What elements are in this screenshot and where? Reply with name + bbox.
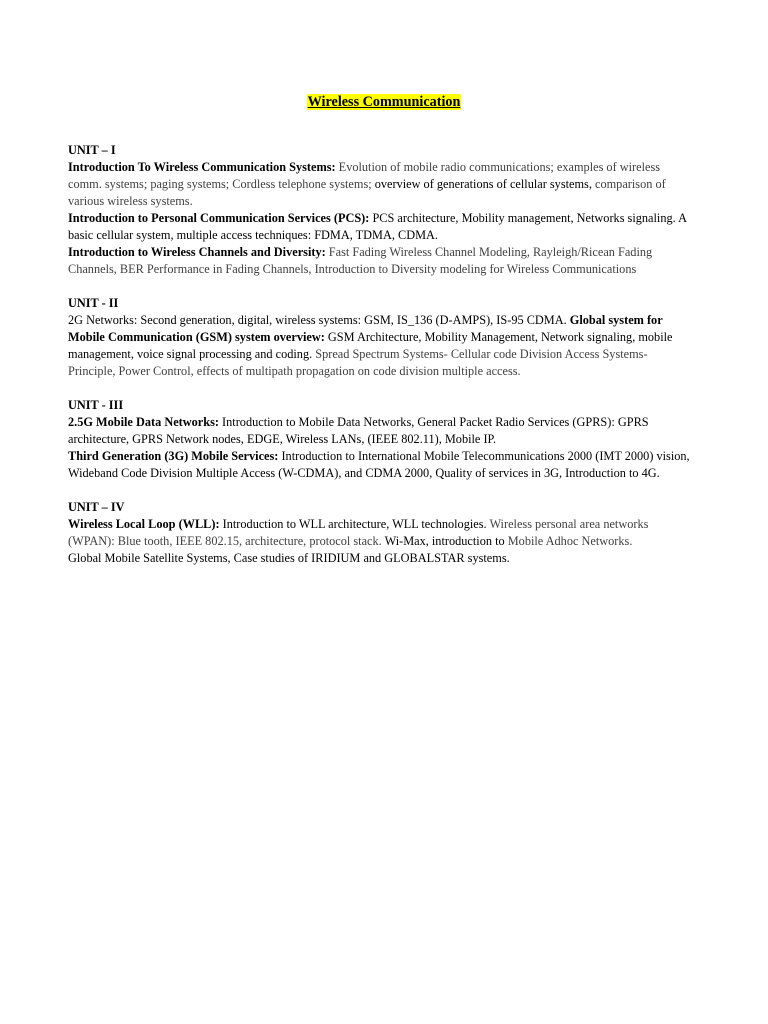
topic-heading: 2.5G Mobile Data Networks: — [68, 415, 219, 429]
unit-3-paragraph-2 — [68, 448, 694, 482]
topic-heading: Third Generation (3G) Mobile Services: — [68, 449, 279, 463]
topic-text: Global Mobile Satellite Systems, Case studies of IRIDIUM and GLOBALSTAR systems. — [68, 551, 510, 565]
syllabus-content — [68, 142, 694, 584]
unit-1-paragraph-2 — [68, 210, 694, 244]
topic-heading: Global system for Mobile Communication (GSM) system overview: — [68, 313, 663, 344]
topic-heading: Wireless Local Loop (WLL): — [68, 517, 220, 531]
unit-4-heading: UNIT – IV — [68, 500, 125, 514]
topic-text: Wi-Max, introduction to — [384, 534, 505, 548]
unit-2-heading: UNIT - II — [68, 296, 119, 310]
topic-text: Evolution of mobile radio communications; examples of wireless comm. systems; paging systems; Cordless telephone systems; — [68, 160, 661, 191]
topic-text: Spread Spectrum Systems- Cellular code Division Access Systems-Principle, Power Control, effects of multipath propagation on code division multiple access. — [68, 347, 648, 378]
unit-4-paragraph-2 — [68, 550, 694, 567]
topic-text: Introduction to WLL architecture, WLL technologies. — [219, 517, 487, 531]
unit-3-section — [68, 397, 694, 482]
topic-text: Mobile Adhoc Networks. — [504, 534, 633, 548]
topic-heading: Introduction to Wireless Channels and Diversity: — [68, 245, 326, 259]
unit-1-heading: UNIT – I — [68, 143, 116, 157]
topic-text: overview of generations of cellular systems, — [374, 177, 592, 191]
topic-text: 2G Networks: Second generation, digital, wireless systems: GSM, IS_136 (D-AMPS), IS-95 CDMA. — [68, 313, 570, 327]
topic-text: comparison of various wireless systems. — [68, 177, 666, 208]
document-title-text: Wireless Communication — [307, 94, 461, 110]
topic-text: Wireless personal area networks (WPAN): Blue tooth, IEEE 802.15, architecture, protocol stack. — [68, 517, 649, 548]
unit-1-paragraph-1 — [68, 159, 694, 210]
unit-2-section — [68, 295, 694, 380]
document-title — [0, 93, 768, 112]
unit-1-section — [68, 142, 694, 278]
unit-1-paragraph-3 — [68, 244, 694, 278]
unit-3-paragraph-1 — [68, 414, 694, 448]
unit-3-heading: UNIT - III — [68, 398, 124, 412]
topic-heading: Introduction to Personal Communication Services (PCS): — [68, 211, 370, 225]
topic-heading: Introduction To Wireless Communication Systems: — [68, 160, 336, 174]
topic-text: Introduction to International Mobile Telecommunications 2000 (IMT 2000) vision, Wideband Code Division Multiple Access (W-CDMA), and CDMA 2000, Quality of services in 3G, Introduction to 4G. — [68, 449, 690, 480]
topic-text: Introduction to Mobile Data Networks, General Packet Radio Services (GPRS): GPRS architecture, GPRS Network nodes, EDGE, Wireless LANs, (IEEE 802.11), Mobile IP. — [68, 415, 649, 446]
topic-text: GSM Architecture, Mobility Management, Network signaling, mobile management, voice signal processing and coding. — [68, 330, 673, 361]
unit-4-section — [68, 499, 694, 567]
unit-2-paragraph-1 — [68, 312, 694, 380]
topic-text: PCS architecture, Mobility management, Networks signaling. A basic cellular system, multiple access techniques: FDMA, TDMA, CDMA. — [68, 211, 687, 242]
topic-text: Fast Fading Wireless Channel Modeling, Rayleigh/Ricean Fading Channels, BER Performance in Fading Channels, Introduction to Diversity modeling for Wireless Communications — [68, 245, 653, 276]
unit-4-paragraph-1 — [68, 516, 694, 550]
